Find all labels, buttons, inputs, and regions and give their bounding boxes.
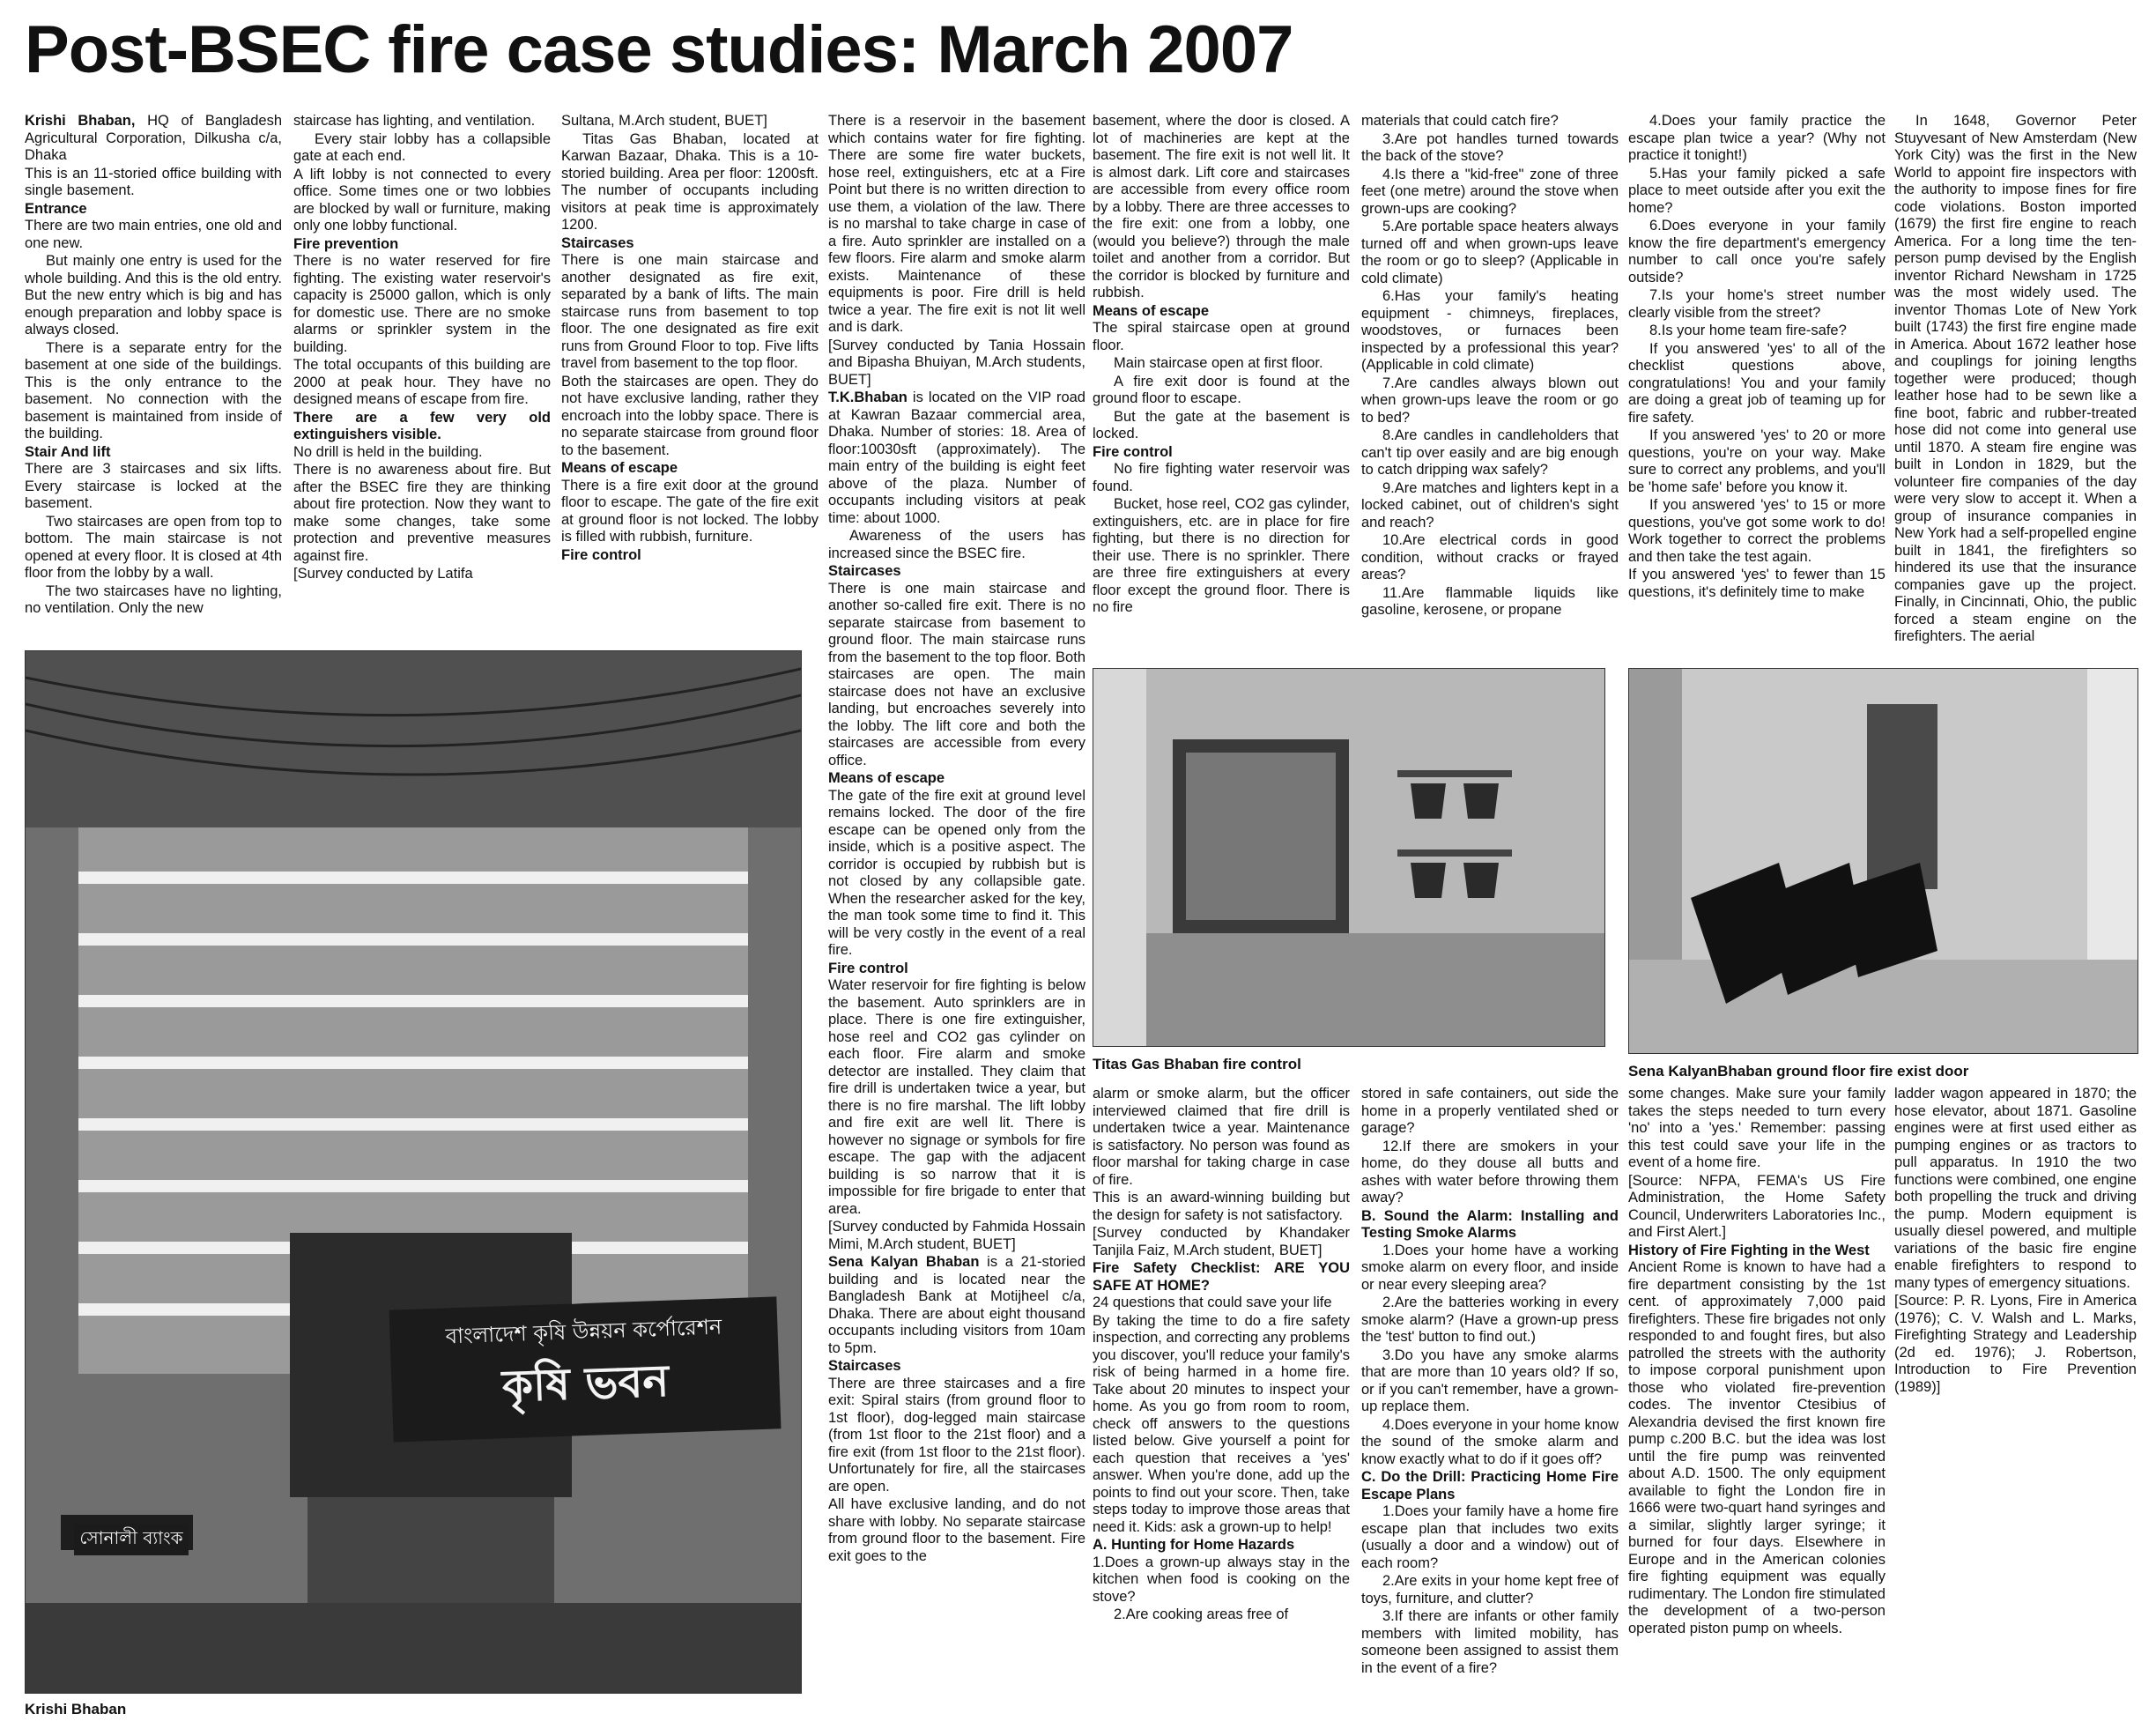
paragraph-text: 4.Does everyone in your home know the sound of the smoke alarm and know exactly what to do if it goes off? xyxy=(1361,1416,1619,1467)
section-heading: History of Fire Fighting in the West xyxy=(1628,1242,1870,1258)
section-heading: Stair And lift xyxy=(25,443,111,460)
paragraph-text: This is an award-winning building but the design for safety is not satisfactory. xyxy=(1093,1190,1350,1223)
paragraph xyxy=(293,131,551,166)
paragraph-text: 3.Are pot handles turned towards the back of the stove? xyxy=(1361,130,1619,164)
paragraph-text: There are 3 staircases and six lifts. Every staircase is locked at the basement. xyxy=(25,461,282,511)
section-heading: Staircases xyxy=(828,563,901,579)
paragraph xyxy=(1093,355,1350,373)
paragraph-text: [Survey conducted by Fahmida Hossain Mimi, M.Arch student, BUET] xyxy=(828,1219,1085,1252)
paragraph-text: 1.Does a grown-up always stay in the kitchen when food is cooking on the stove? xyxy=(1093,1554,1350,1605)
paragraph-text: There is one main staircase and another so-called fire exit. There is no separate staircase from basement to ground floor. The main staircase runs from the basement to the top floor. Both staircases are open. The main staircase does not have an exclusive landing, but encroaches severely into the lobby. The lift core and both the staircases are accessible from every office. xyxy=(828,580,1085,768)
paragraph-text: Awareness of the users has increased since the BSEC fire. xyxy=(828,528,1085,561)
paragraph xyxy=(25,461,282,513)
paragraph xyxy=(1628,1259,1886,1637)
paragraph xyxy=(1093,1225,1350,1259)
paragraph xyxy=(1628,427,1886,496)
paragraph-text: Titas Gas Bhaban, located at Karwan Bazaar, Dhaka. This is a 10-storied building. Area per floor: 1200sft. The number of occupants including visitors at peak time is approximately 1200. xyxy=(561,130,819,233)
paragraph xyxy=(1361,113,1619,130)
paragraph-text: 6.Has your family's heating equipment - chimneys, fireplaces, woodstoves, or furnaces been inspected by a professional this year? (Applicable in cold climate) xyxy=(1361,288,1619,373)
paragraph-text: staircase has lighting, and ventilation. xyxy=(293,113,536,129)
paragraph xyxy=(828,1254,1085,1357)
paragraph xyxy=(1361,1573,1619,1607)
paragraph-text: If you answered 'yes' to fewer than 15 questions, it's definitely time to make xyxy=(1628,567,1886,600)
article-column-4 xyxy=(828,113,1085,1725)
paragraph-text: The spiral staircase open at ground floor. xyxy=(1093,320,1350,353)
paragraph xyxy=(25,583,282,618)
paragraph xyxy=(1628,166,1886,218)
paragraph-text: HQ of Bangladesh Agricultural Corporation, Dilkusha c/a, Dhaka xyxy=(25,113,282,163)
paragraph xyxy=(25,514,282,582)
paragraph-text: 4.Does your family practice the escape plan twice a year? (Why not practice it tonight!) xyxy=(1628,113,1886,163)
paragraph-text: There is a fire exit door at the ground floor to escape. The gate of the fire exit at ground floor is not locked. The lobby is filled with rubbish, furniture. xyxy=(561,477,819,545)
paragraph xyxy=(1628,323,1886,340)
paragraph-text: 8.Is your home team fire-safe? xyxy=(1649,323,1847,338)
paragraph xyxy=(828,581,1085,770)
paragraph xyxy=(1361,288,1619,375)
paragraph xyxy=(1093,374,1350,408)
paragraph-text: Both the staircases are open. They do not have exclusive landing, rather they encroach into the lobby space. There is no separate staircase from ground floor to the basement. xyxy=(561,373,819,458)
paragraph-text: [Survey conducted by Latifa xyxy=(293,566,473,582)
paragraph xyxy=(1361,532,1619,584)
paragraph-text: basement, where the door is closed. A lot of machineries are kept at the basement. The fire exit is not well lit. It is almost dark. Lift core and staircases are accessible from every office room by a lobby. There are three accesses to the fire exit: one from a lobby, one (would you believe?) through the male toilet and another from a corridor. But the corridor is blocked by furniture and rubbish. xyxy=(1093,113,1350,300)
paragraph xyxy=(828,788,1085,960)
lead-in: Krishi Bhaban, xyxy=(25,113,136,129)
paragraph-text: 3.If there are infants or other family members with limited mobility, has someone been assigned to assist them in the event of a fire? xyxy=(1361,1608,1619,1676)
paragraph xyxy=(25,340,282,443)
paragraph xyxy=(293,167,551,235)
paragraph xyxy=(1361,1086,1619,1138)
paragraph xyxy=(1093,409,1350,443)
paragraph-text: 8.Are candles in candleholders that can't tip over easily and are big enough to catch dripping wax safely? xyxy=(1361,427,1619,478)
paragraph-text: In 1648, Governor Peter Stuyvesant of New Amsterdam (New York City) was the first in the New World to appoint fire inspectors with the authority to impose fines for fire code violations. Boston imported (1679) the first fire engine to reach America. For a long time the ten-person pump devised by the English inventor Richard Newsham in 1725 was the most widely used. The inventor Thomas Lote of New York built (1743) the first fire engine made in America. About 1672 leather hose and couplings for joining lengths together were produced; though leather hose had to be sewn like a fine boot, fabric and rubber-treated hose did not come into general use until 1870. A steam fire engine was built in London in 1829, but the volunteer fire companies of the day were very slow to accept it. When a group of insurance companies in New York had a self-propelled engine built in 1841, the firefighters so hindered its use that the insurance companies gave up the project. Finally, in Cincinnati, Ohio, the public forced a steam engine on the firefighters. The aerial xyxy=(1894,113,2137,644)
paragraph xyxy=(1093,320,1350,354)
paragraph-text: 2.Are cooking areas free of xyxy=(1114,1606,1289,1622)
section-heading: C. Do the Drill: Practicing Home Fire Escape Plans xyxy=(1361,1469,1619,1502)
paragraph xyxy=(1361,1503,1619,1572)
paragraph-text: ladder wagon appeared in 1870; the hose elevator, about 1871. Gasoline engines were at first used either as pumping engines or as tractors to pull apparatus. In 1910 the two functions were combined, one engine both propelling the truck and driving the pump. Modern equipment is usually diesel powered, and multiple variations of the basic fire engine enable firefighters to respond to many types of emergency situations. xyxy=(1894,1086,2137,1291)
paragraph xyxy=(1093,1295,1350,1312)
paragraph xyxy=(1361,1139,1619,1207)
paragraph xyxy=(1093,496,1350,617)
section-heading: Staircases xyxy=(561,234,634,251)
article-column-8b xyxy=(1894,1086,2137,1725)
section-heading: Fire control xyxy=(561,546,641,563)
paragraph-text: There is a reservoir in the basement which contains water for fire fighting. There are some fire water buckets, hose reel, extinguishers, etc at a Fire Point but there is no written direction to use them, a violation of the law. There is no marshal to take charge in case of a fire. Auto sprinkler are installed on a few floors. Fire alarm and smoke alarm exists. Maintenance of these equipments is poor. Fire drill is held twice a year. The fire exit is not lit well and is dark. xyxy=(828,113,1085,335)
sena-kalyan-caption: Sena KalyanBhaban ground floor fire exist door xyxy=(1628,1063,1969,1079)
paragraph-text: By taking the time to do a fire safety inspection, and correcting any problems you discover, you'll reduce your family's risk of being harmed in a home fire. Take about 20 minutes to inspect your home. As you go from room to room, check off answers to the questions listed below. Give yourself a point for each question that receives a 'yes' answer. When you're done, add up the points to find out your score. Then, take steps today to improve those areas that need it. Kids: ask a grown-up to help! xyxy=(1093,1312,1350,1535)
paragraph-text: There is no awareness about fire. But after the BSEC fire they are thinking about fire protection. Now they want to make some changes, take some protection and preventive measures against fire. xyxy=(293,462,551,564)
paragraph-text: No fire fighting water reservoir was found. xyxy=(1093,461,1350,494)
paragraph xyxy=(25,113,282,165)
paragraph-text: Ancient Rome is known to have had a fire department consisting by the 1st cent. of approximately 7,000 paid firefighters. These fire brigades not only responded to and fought fires, but also patrolled the streets with the authority to impose corporal punishment upon those who violated fire-prevention codes. The inventor Ctesibius of Alexandria devised the first known fire pump c.200 B.C. but the idea was lost until the fire pump was reinvented about A.D. 1500. The only equipment available to fight the London fire in 1666 were two-quart hand syringes and a similar, slightly larger syringe; it burned for four days. Elsewhere in Europe and in the American colonies fire fighting equipment was equally rudimentary. The London fire stimulated the development of a two-person operated piston pump on wheels. xyxy=(1628,1259,1886,1636)
paragraph-text: 24 questions that could save your life xyxy=(1093,1295,1332,1310)
paragraph-text: 3.Do you have any smoke alarms that are more than 10 years old? If so, or if you can't remember, have a grown-up replace them. xyxy=(1361,1347,1619,1414)
paragraph-text: Two staircases are open from top to bottom. The main staircase is not opened at every floor. It is closed at 4th floor from the lobby by a wall. xyxy=(25,513,282,581)
paragraph-text: A fire exit door is found at the ground floor to escape. xyxy=(1093,373,1350,406)
paragraph xyxy=(1628,218,1886,286)
paragraph-text: If you answered 'yes' to 15 or more questions, you've got some work to do! Work together to correct the problems and then take the test again. xyxy=(1628,497,1886,565)
sena-kalyan-photo xyxy=(1628,668,2138,1054)
section-heading: Means of escape xyxy=(561,460,678,476)
article-column-6b xyxy=(1361,1086,1619,1725)
paragraph-text: Main staircase open at first floor. xyxy=(1114,355,1323,371)
paragraph xyxy=(293,566,551,583)
paragraph-text: There is no water reserved for fire fighting. The existing water reservoir's capacity is 25000 gallon, which is only for domestic use. There are no smoke alarms or sprinkler system in the building. xyxy=(293,253,551,355)
paragraph xyxy=(561,252,819,373)
paragraph xyxy=(1093,1606,1350,1624)
paragraph-text: But mainly one entry is used for the whole building. And this is the old entry. But the new entry which is big and has enough preparation and lobby space is always closed. xyxy=(25,253,282,338)
section-heading: Means of escape xyxy=(1093,302,1210,319)
section-heading: Fire control xyxy=(828,960,908,976)
corridor-illustration xyxy=(1629,669,2137,1053)
paragraph xyxy=(1361,480,1619,532)
section-heading: Means of escape xyxy=(828,770,945,786)
paragraph-text: This is an 11-storied office building with single basement. xyxy=(25,165,282,198)
paragraph-text: some changes. Make sure your family takes the steps needed to turn every 'no' into a 'yes.' Remember: passing this test could save your life in the event of a home fire. xyxy=(1628,1086,1886,1170)
paragraph xyxy=(1894,113,2137,646)
paragraph xyxy=(1628,287,1886,322)
titas-gas-caption: Titas Gas Bhaban fire control xyxy=(1093,1056,1301,1072)
paragraph xyxy=(293,357,551,409)
paragraph xyxy=(1361,131,1619,166)
paragraph-text: Water reservoir for fire fighting is below the basement. Auto sprinklers are in place. There is one fire extinguisher, hose reel and CO2 gas cylinder on each floor. Fire alarm and smoke detector are installed. They claim that fire drill is undertaken twice a year, but there is no fire marshal. The lift lobby and fire exit are well lit. There is however no signage or symbols for fire escape. The gap with the adjacent building is so narrow that it is impossible for fire brigade to enter that area. xyxy=(828,977,1085,1217)
paragraph-text: [Survey conducted by Tania Hossain and Bipasha Bhuiyan, M.Arch students, BUET] xyxy=(828,337,1085,388)
bank-sign: সোনালী ব্যাংক xyxy=(74,1524,189,1555)
paragraph-text: 5.Has your family picked a safe place to meet outside after you exit the home? xyxy=(1628,165,1886,216)
paragraph xyxy=(293,113,551,130)
paragraph-text: [Source: P. R. Lyons, Fire in America (1976); C. V. Walsh and L. Marks, Firefighting Strategy and Leadership (2d ed. 1976); J. Robertson, Introduction to Fire Prevention (1989)] xyxy=(1894,1293,2137,1395)
section-heading: Staircases xyxy=(828,1358,901,1374)
section-heading: A. Hunting for Home Hazards xyxy=(1093,1537,1295,1553)
titas-gas-photo xyxy=(1093,668,1605,1047)
article-column-8 xyxy=(1894,113,2137,654)
paragraph-text: 6.Does everyone in your family know the fire department's emergency number to call once you're safely outside? xyxy=(1628,218,1886,286)
section-heading: There are a few very old extinguishers visible. xyxy=(293,409,551,442)
paragraph-text: No drill is held in the building. xyxy=(293,443,483,460)
paragraph xyxy=(828,338,1085,389)
paragraph xyxy=(1628,341,1886,427)
paragraph xyxy=(561,131,819,234)
article-column-5b xyxy=(1093,1086,1350,1725)
paragraph xyxy=(828,389,1085,527)
section-heading: Fire prevention xyxy=(293,235,399,252)
paragraph xyxy=(1894,1086,2137,1292)
paragraph xyxy=(1093,113,1350,302)
paragraph xyxy=(1628,113,1886,165)
paragraph-text: But the gate at the basement is locked. xyxy=(1093,408,1350,441)
paragraph xyxy=(561,113,819,130)
paragraph-text: 1.Does your home have a working smoke alarm on every floor, and inside or near every sleeping area? xyxy=(1361,1242,1619,1293)
paragraph-text: 5.Are portable space heaters always turned off and when grown-ups leave the room or go to sleep? (Applicable in cold climate) xyxy=(1361,219,1619,286)
paragraph xyxy=(1361,219,1619,287)
paragraph-text: 2.Are exits in your home kept free of toys, furniture, and clutter? xyxy=(1361,1573,1619,1606)
paragraph-text: There is one main staircase and another designated as fire exit, separated by a bank of lifts. The main staircase runs from basement to top floor. The one designated as fire exit runs from Ground Floor to top. Five lifts travel from basement to the top floor. xyxy=(561,252,819,371)
paragraph-text: The total occupants of this building are 2000 at peak hour. They have no designed means of escape from fire. xyxy=(293,357,551,407)
paragraph xyxy=(1361,1417,1619,1469)
paragraph xyxy=(25,166,282,200)
paragraph xyxy=(1894,1293,2137,1396)
paragraph xyxy=(293,253,551,356)
paragraph-text: 2.Are the batteries working in every smoke alarm? (Have a grown-up press the 'test' button to find out.) xyxy=(1361,1295,1619,1345)
paragraph xyxy=(1361,1608,1619,1677)
paragraph-text: Sultana, M.Arch student, BUET] xyxy=(561,113,767,129)
paragraph xyxy=(1361,427,1619,479)
paragraph-text: 4.Is there a "kid-free" zone of three feet (one metre) around the stove when grown-ups are cooking? xyxy=(1361,166,1619,217)
paragraph-text: There is a separate entry for the basement at one side of the buildings. This is the only entrance to the basement. No connection with the basement is maintained from inside of the building. xyxy=(25,339,282,441)
page-headline: Post-BSEC fire case studies: March 2007 xyxy=(25,12,1293,87)
lead-in: Sena Kalyan Bhaban xyxy=(828,1254,980,1270)
paragraph xyxy=(828,977,1085,1218)
paragraph xyxy=(1361,585,1619,619)
paragraph-text: 1.Does your family have a home fire escape plan that includes two exits (usually a door and a window) out of each room? xyxy=(1361,1503,1619,1571)
article-column-6 xyxy=(1361,113,1619,654)
paragraph-text: The gate of the fire exit at ground level remains locked. The door of the fire escape can be opened only from the inside, which is a positive aspect. The corridor is occupied by rubbish but is not closed by any collapsible gate. When the researcher asked for the key, the man took some time to find it. This will be very costly in the event of a real fire. xyxy=(828,787,1085,958)
paragraph xyxy=(561,374,819,460)
krishi-bhaban-photo xyxy=(25,650,802,1694)
paragraph xyxy=(1093,1086,1350,1189)
lead-in: T.K.Bhaban xyxy=(828,389,908,405)
sign-line-1: বাংলাদেশ কৃষি উন্নয়ন কর্পোরেশন xyxy=(445,1314,722,1348)
article-column-7 xyxy=(1628,113,1886,654)
paragraph-text: 11.Are flammable liquids like gasoline, kerosene, or propane xyxy=(1361,584,1619,618)
article-column-3 xyxy=(561,113,819,640)
paragraph xyxy=(1093,1190,1350,1224)
paragraph xyxy=(293,462,551,565)
fire-cabinet-illustration xyxy=(1093,669,1604,1046)
paragraph xyxy=(828,113,1085,337)
paragraph-text: The two staircases have no lighting, no ventilation. Only the new xyxy=(25,582,282,616)
paragraph-text: Every stair lobby has a collapsible gate at each end. xyxy=(293,130,551,164)
paragraph-text: 7.Are candles always blown out when grown-ups leave the room or go to bed? xyxy=(1361,375,1619,426)
paragraph-text: is a 21-storied building and is located near the Bangladesh Bank at Motijheel c/a, Dhaka. There are about eight thousand occupants including visitors from 10am to 5pm. xyxy=(828,1254,1085,1356)
paragraph xyxy=(828,1376,1085,1496)
article-column-5 xyxy=(1093,113,1350,654)
paragraph xyxy=(828,528,1085,562)
section-heading: Fire Safety Checklist: ARE YOU SAFE AT HOME? xyxy=(1093,1260,1350,1294)
paragraph xyxy=(1628,1086,1886,1172)
paragraph xyxy=(25,253,282,339)
paragraph xyxy=(828,1496,1085,1565)
paragraph xyxy=(1093,1313,1350,1537)
paragraph-text: [Source: NFPA, FEMA's US Fire Administration, the Home Safety Council, Underwriters Laboratories Inc., and First Alert.] xyxy=(1628,1172,1886,1240)
paragraph-text: materials that could catch fire? xyxy=(1361,113,1559,129)
paragraph-text: There are three staircases and a fire exit: Spiral stairs (from ground floor to 1st floor), dog-legged main staircase (from 1st floor to the 21st floor) and a fire exit (from 1st floor to the 21st floor). Unfortunately for fire, all the staircases are open. xyxy=(828,1375,1085,1495)
paragraph xyxy=(1628,497,1886,566)
paragraph-text: Bucket, hose reel, CO2 gas cylinder, extinguishers, etc. are in place for fire fighting, but there is no direction for their use. There is no sprinkler. There are three fire extinguishers at every floor except the ground floor. There is no fire xyxy=(1093,496,1350,615)
article-column-2 xyxy=(293,113,551,640)
paragraph-text: alarm or smoke alarm, but the officer interviewed claimed that fire drill is undertaken twice a year. Maintenance is satisfactory. No person was found as floor marshal for taking charge in case of fire. xyxy=(1093,1086,1350,1188)
paragraph xyxy=(1093,461,1350,495)
paragraph xyxy=(1361,167,1619,219)
paragraph xyxy=(25,218,282,252)
paragraph xyxy=(1361,1243,1619,1295)
paragraph-text: There are two main entries, one old and one new. xyxy=(25,218,282,251)
article-column-1 xyxy=(25,113,282,640)
paragraph-text: If you answered 'yes' to all of the checklist questions above, congratulations! You and your family are doing a great job of teaming up for fire safety. xyxy=(1628,340,1886,426)
paragraph-text: All have exclusive landing, and do not share with lobby. No separate staircase from ground floor to the basement. Fire exit goes to the xyxy=(828,1496,1085,1564)
krishi-bhaban-sign xyxy=(389,1296,782,1442)
section-heading: Fire control xyxy=(1093,443,1173,460)
paragraph-text: If you answered 'yes' to 20 or more questions, you're on your way. Make sure to correct any problems, and you'll be 'home safe' before you know it. xyxy=(1628,427,1886,495)
paragraph xyxy=(561,478,819,546)
paragraph xyxy=(1628,567,1886,601)
paragraph-text: [Survey conducted by Khandaker Tanjila Faiz, M.Arch student, BUET] xyxy=(1093,1225,1350,1258)
sign-line-2: কৃষি ভবন xyxy=(500,1354,671,1412)
paragraph xyxy=(1361,1347,1619,1416)
paragraph xyxy=(1361,375,1619,427)
section-heading: B. Sound the Alarm: Installing and Testing Smoke Alarms xyxy=(1361,1207,1619,1241)
paragraph xyxy=(1093,1554,1350,1606)
paragraph xyxy=(1361,1295,1619,1347)
section-heading: Entrance xyxy=(25,200,87,217)
paragraph xyxy=(1628,1173,1886,1242)
paragraph-text: 9.Are matches and lighters kept in a locked cabinet, out of children's sight and reach? xyxy=(1361,479,1619,530)
paragraph xyxy=(293,444,551,462)
krishi-bhaban-caption: Krishi Bhaban xyxy=(25,1701,127,1717)
paragraph-text: A lift lobby is not connected to every office. Some times one or two lobbies are blocked by wall or furniture, making only one lobby functional. xyxy=(293,166,551,234)
paragraph-text: 7.Is your home's street number clearly visible from the street? xyxy=(1628,287,1886,321)
paragraph-text: 12.If there are smokers in your home, do they douse all butts and ashes with water before throwing them away? xyxy=(1361,1138,1619,1206)
paragraph-text: 10.Are electrical cords in good condition, without cracks or frayed areas? xyxy=(1361,532,1619,582)
paragraph-text: is located on the VIP road at Kawran Bazaar commercial area, Dhaka. Number of stories: 18. Area of floor:10030sft (approximately). The main entry of the building is eight feet above of the plaza. Number of occupants including visitors at peak time: about 1000. xyxy=(828,389,1085,526)
paragraph xyxy=(828,1219,1085,1253)
paragraph-text: stored in safe containers, out side the home in a properly ventilated shed or garage? xyxy=(1361,1086,1619,1136)
article-column-7b xyxy=(1628,1086,1886,1725)
